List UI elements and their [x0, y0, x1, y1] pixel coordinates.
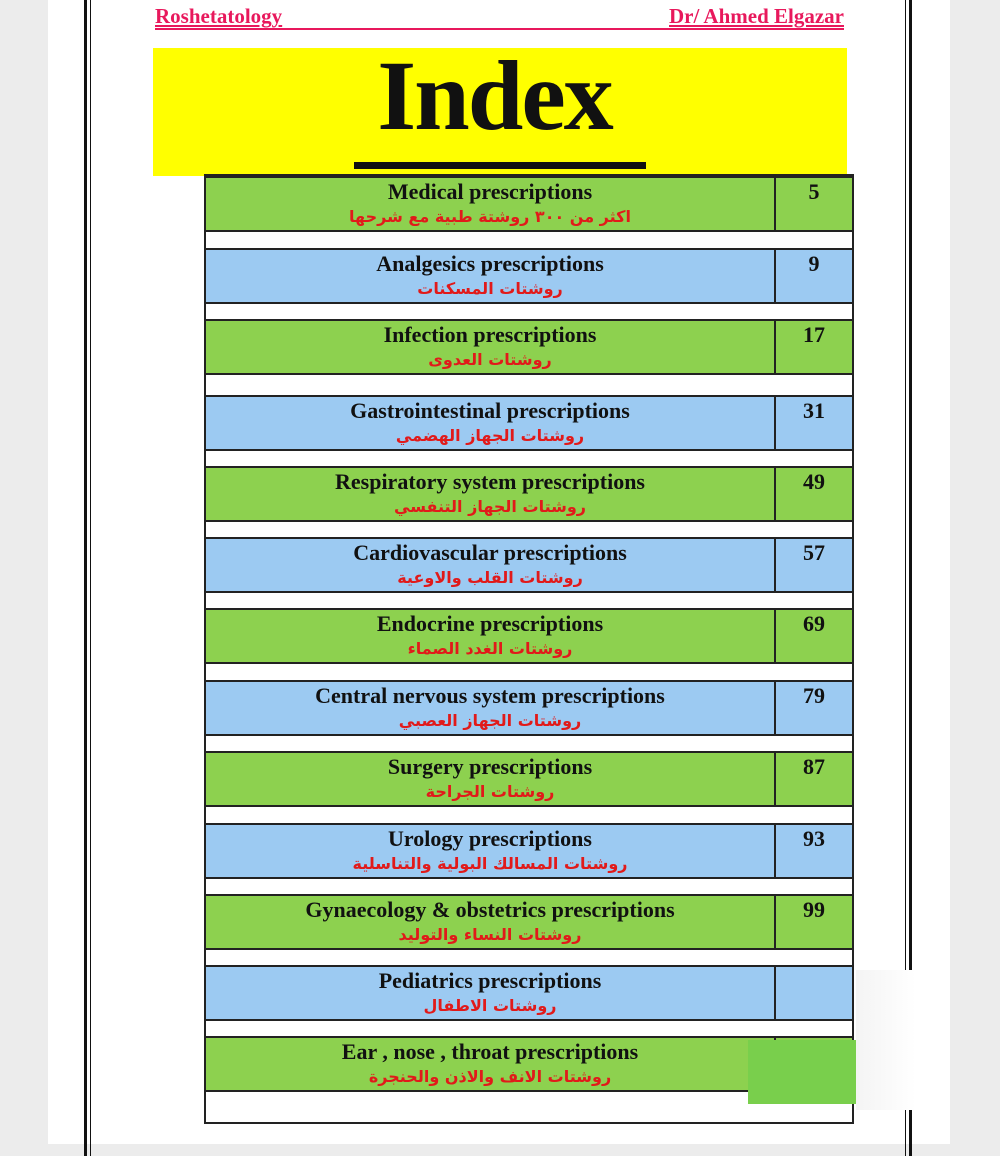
index-title-en: Ear , nose , throat prescriptions: [341, 1039, 639, 1064]
index-row: [206, 319, 852, 375]
index-title-ar: روشتات الجهاز العصبي: [398, 711, 582, 730]
index-title-en: Medical prescriptions: [387, 179, 593, 204]
index-page-number: 9: [808, 251, 820, 276]
index-row: [206, 823, 852, 879]
index-table: [204, 174, 854, 1124]
index-title-cell: [206, 825, 774, 877]
index-title-ar: اكثر من ٣٠٠ روشتة طبية مع شرحها: [349, 207, 631, 226]
index-title-cell: [206, 1038, 774, 1090]
index-title-en: Central nervous system prescriptions: [315, 683, 665, 708]
index-page-number: 93: [803, 826, 825, 851]
index-row: [206, 395, 852, 451]
index-title-en: Pediatrics prescriptions: [378, 968, 602, 993]
index-title-ar: روشتات الاطفال: [423, 996, 557, 1015]
index-title-cell: [206, 967, 774, 1019]
page-title: Index: [377, 40, 612, 151]
index-title-ar: روشتات الجهاز التنفسي: [394, 497, 586, 516]
index-title-ar: روشتات المسكنات: [417, 279, 563, 298]
index-page-number: 87: [803, 754, 825, 779]
index-title-en: Surgery prescriptions: [387, 754, 593, 779]
index-title-en: Urology prescriptions: [388, 826, 592, 851]
index-title-en: Analgesics prescriptions: [376, 251, 604, 276]
index-title-en: Infection prescriptions: [383, 322, 597, 347]
index-title-cell: [206, 539, 774, 591]
index-title-cell: [206, 250, 774, 302]
header-left-text: Roshetatology: [155, 4, 283, 28]
index-row: [206, 894, 852, 950]
index-title-ar: روشتات العدوى: [428, 350, 552, 369]
index-page-number: 5: [808, 179, 820, 204]
index-title-cell: [206, 321, 774, 373]
index-page-number: 49: [803, 469, 825, 494]
index-page-number: 79: [803, 683, 825, 708]
header-underline: [155, 28, 844, 30]
index-title-en: Respiratory system prescriptions: [335, 469, 645, 494]
index-page-number: 69: [803, 611, 825, 636]
header-right-text: Dr/ Ahmed Elgazar: [669, 4, 844, 28]
index-title-ar: روشتات الانف والاذن والحنجرة: [368, 1067, 612, 1086]
index-page-number: 17: [803, 322, 825, 347]
index-title-en: Gynaecology & obstetrics prescriptions: [305, 897, 675, 922]
index-title-cell: [206, 178, 774, 230]
index-title-en: Gastrointestinal prescriptions: [350, 398, 630, 423]
index-row: [206, 965, 852, 1021]
index-title-en: Cardiovascular prescriptions: [353, 540, 627, 565]
index-title-ar: روشتات القلب والاوعية: [397, 568, 583, 587]
index-title-cell: [206, 397, 774, 449]
index-title-ar: روشتات الجهاز الهضمي: [395, 426, 585, 445]
index-title-cell: [206, 610, 774, 662]
index-row: [206, 751, 852, 807]
index-page-number: 31: [803, 398, 825, 423]
index-title-ar: روشتات النساء والتوليد: [398, 925, 582, 944]
index-row: [206, 176, 852, 232]
index-row: [206, 537, 852, 593]
index-title-ar: روشتات الجراحة: [425, 782, 555, 801]
index-title-cell: [206, 682, 774, 734]
index-title-cell: [206, 896, 774, 948]
index-page-number: 99: [803, 897, 825, 922]
overlay-patch: [748, 1040, 856, 1104]
index-title-cell: [206, 468, 774, 520]
index-page-number: 57: [803, 540, 825, 565]
index-title-ar: روشتات المسالك البولية والتناسلية: [352, 854, 628, 873]
index-row: [206, 248, 852, 304]
index-column-divider: [774, 967, 776, 1019]
index-row: [206, 466, 852, 522]
index-row: [206, 680, 852, 736]
index-title-en: Endocrine prescriptions: [376, 611, 604, 636]
index-title-cell: [206, 753, 774, 805]
index-row: [206, 608, 852, 664]
title-underline: [354, 162, 646, 169]
index-title-ar: روشتات الغدد الصماء: [407, 639, 573, 658]
overlay-white-fade: [856, 970, 916, 1110]
